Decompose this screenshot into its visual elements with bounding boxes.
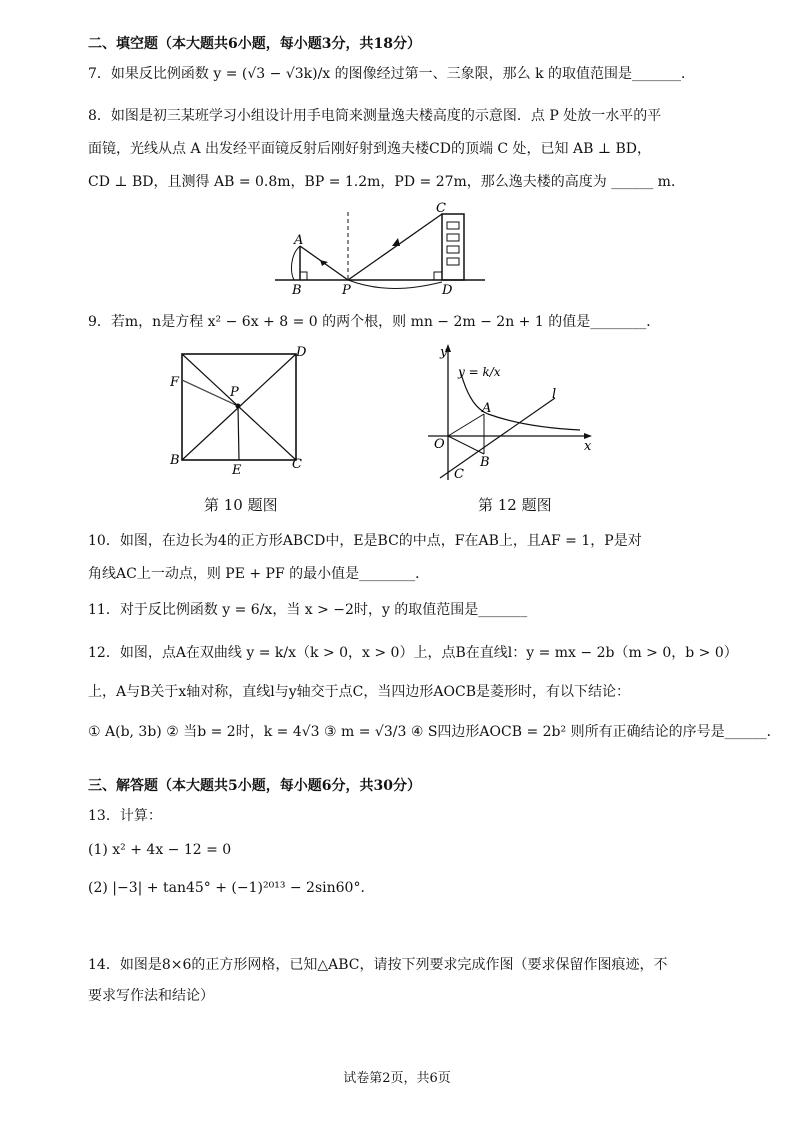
fig10-label-p: P <box>230 385 239 400</box>
question-10-line2: 角线AC上一动点，则 PE + PF 的最小值是________． <box>88 566 430 582</box>
question-10-line1: 10．如图，在边长为4的正方形ABCD中，E是BC的中点，F在AB上，且AF = 1，P是对 <box>88 533 642 549</box>
fig12-label-b: B <box>480 455 490 470</box>
fig12-curve-label: y = k/x <box>458 365 501 379</box>
figure-q10 <box>168 344 316 476</box>
page-footer: 试卷第2页，共6页 <box>343 1071 451 1086</box>
fig12-label-y: y <box>440 345 448 360</box>
question-14-line2: 要求写作法和结论） <box>88 988 214 1004</box>
fig8-label-b: B <box>292 283 302 296</box>
question-12-line3: ① A(b, 3b) ② 当b = 2时，k = 4√3 ③ m = √3/3 ④ S四边形AOCB = 2b² 则所有正确结论的序号是______． <box>88 724 781 740</box>
fig10-label-b: B <box>170 453 180 468</box>
fig12-label-a: A <box>482 401 492 416</box>
fig12-label-o: O <box>434 437 445 452</box>
question-12-line2: 上，A与B关于x轴对称，直线l与y轴交于点C，当四边形AOCB是菱形时，有以下结论： <box>88 684 630 700</box>
fig10-label-d: D <box>296 345 307 360</box>
question-13: 13．计算： <box>88 808 162 824</box>
question-14-line1: 14．如图是8×6的正方形网格，已知△ABC，请按下列要求完成作图（要求保留作图痕迹，不 <box>88 957 668 973</box>
question-12-line1: 12．如图，点A在双曲线 y = k/x（k > 0，x > 0）上，点B在直线l：y = mx − 2b（m > 0，b > 0） <box>88 645 738 661</box>
fig10-label-c: C <box>292 457 302 472</box>
question-11: 11．对于反比例函数 y = 6/x，当 x > −2时，y 的取值范围是_______ <box>88 602 528 618</box>
fig8-label-p: P <box>342 283 351 296</box>
question-8-line1: 8．如图是初三某班学习小组设计用手电筒来测量逸夫楼高度的示意图．点 P 处放一水平的平 <box>88 108 662 124</box>
figure-q8 <box>270 200 490 296</box>
fig8-label-d: D <box>442 283 453 296</box>
fig10-label-e: E <box>232 463 242 476</box>
figure-12-caption: 第 12 题图 <box>478 496 552 514</box>
fig12-label-x: x <box>584 439 592 454</box>
fig8-label-a: A <box>294 233 304 248</box>
fig12-label-c: C <box>454 467 464 482</box>
fig10-label-f: F <box>170 375 180 390</box>
question-8-line3: CD ⊥ BD，且测得 AB = 0.8m，BP = 1.2m，PD = 27m，那么逸夫楼的高度为 ______ m． <box>88 174 685 190</box>
fig12-label-l: l <box>552 387 557 402</box>
question-13-part2: (2) |−3| + tan45° + (−1)²⁰¹³ − 2sin60°． <box>88 880 375 896</box>
section2-heading: 二、填空题（本大题共6小题，每小题3分，共18分） <box>88 36 421 52</box>
figure-q12 <box>420 340 600 485</box>
question-7: 7．如果反比例函数 y = (√3 − √3k)/x 的图像经过第一、三象限，那么 k 的取值范围是_______． <box>88 66 696 82</box>
fig8-label-c: C <box>436 201 446 216</box>
question-8-line2: 面镜，光线从点 A 出发经平面镜反射后刚好射到逸夫楼CD的顶端 C 处，已知 AB ⊥ BD， <box>88 141 651 157</box>
question-9: 9．若m，n是方程 x² − 6x + 8 = 0 的两个根，则 mn − 2m − 2n + 1 的值是________． <box>88 314 661 330</box>
figure-10-caption: 第 10 题图 <box>204 496 278 514</box>
question-13-part1: (1) x² + 4x − 12 = 0 <box>88 842 232 858</box>
section3-heading: 三、解答题（本大题共5小题，每小题6分，共30分） <box>88 778 421 794</box>
